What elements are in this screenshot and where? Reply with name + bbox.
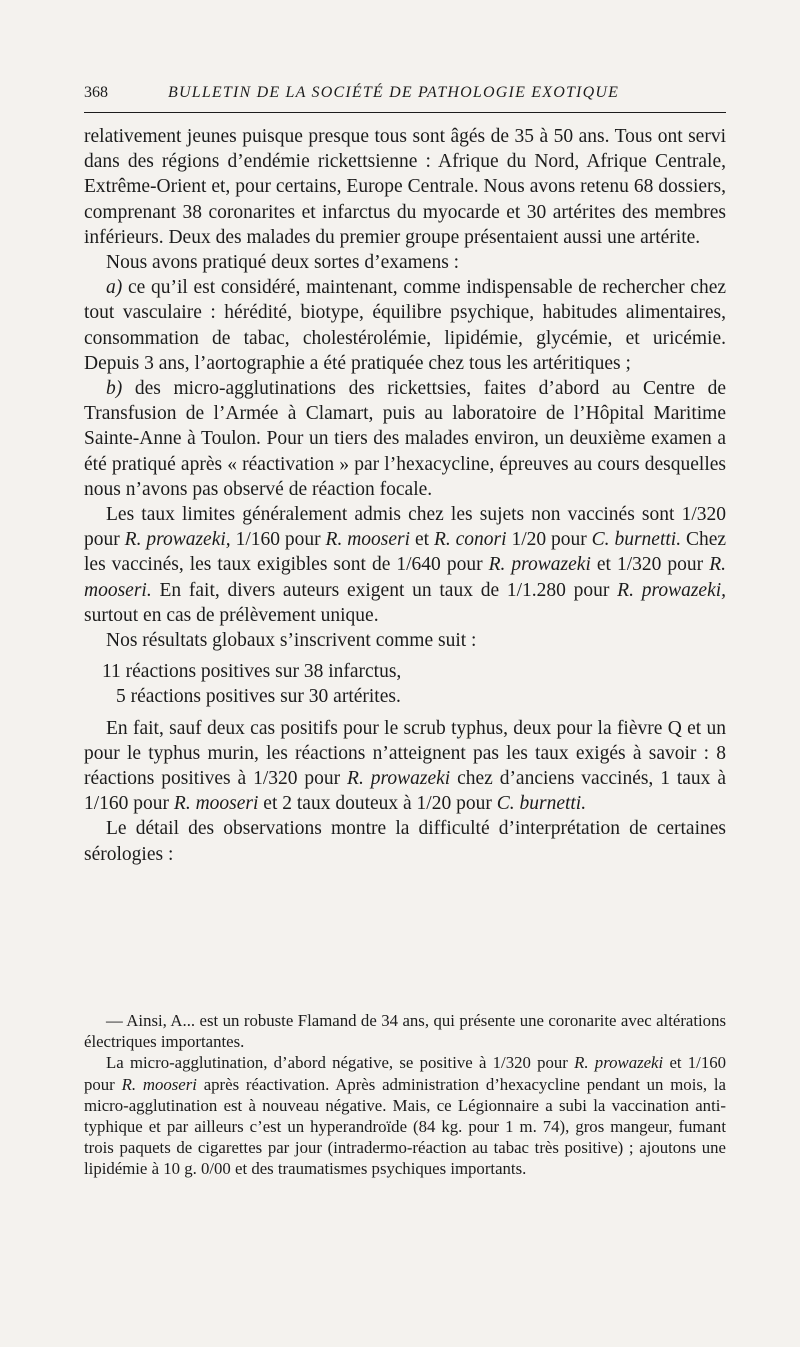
- paragraph-results-detail: En fait, sauf deux cas positifs pour le scrub typhus, deux pour la fièvre Q et un pour le typhus murin, les réactions n’atteignent pas les taux exigés à savoir : 8 réactions positives à 1/320 pour R. prowazeki chez d’anciens vaccinés, 1 taux à 1/160 pour R. mooseri et 2 taux douteux à 1/20 pour C. burnetti.: [84, 717, 726, 815]
- paragraph-exam-a: a) ce qu’il est considéré, maintenant, comme indispensable de rechercher chez tout vasculaire : hérédité, biotype, équilibre psychique, habitudes alimentaires, consommation de tabac, cholestérolémie, lipidémie, glycémie, et uricémie. Depuis 3 ans, l’aortographie a été pratiquée chez tous les artéritiques ;: [84, 277, 727, 374]
- page-number: 368: [84, 84, 108, 101]
- paragraph-intro: relativement jeunes puisque presque tous sont âgés de 35 à 50 ans. Tous ont servi dans des régions d’endémie rickettsienne : Afrique du Nord, Afrique Centrale, Extrême-Orient et, pour certains, Europe Centrale. Nous avons retenu 68 dossiers, comprenant 38 coronarites et infarctus du myocarde et 30 artérites des membres inférieurs. Deux des malades du premier groupe présentaient aussi une artérite.: [84, 126, 726, 248]
- list-label-b: b): [106, 378, 123, 400]
- result-arterites: 5 réactions positives sur 30 artérites.: [116, 686, 401, 708]
- case-note-intro: — Ainsi, A... est un robuste Flamand de 34 ans, qui présente une coronarite avec altérations électriques importantes.: [84, 1011, 726, 1052]
- header-rule: [84, 112, 726, 113]
- journal-title: BULLETIN DE LA SOCIÉTÉ DE PATHOLOGIE EXOTIQUE: [168, 84, 620, 101]
- paragraph-results-intro: Nos résultats globaux s’inscrivent comme suit :: [106, 630, 477, 652]
- running-header: [84, 82, 726, 108]
- list-label-a: a): [106, 277, 123, 299]
- paragraph-exams: Nous avons pratiqué deux sortes d’examens :: [106, 252, 460, 274]
- case-note-detail: La micro-agglutination, d’abord négative, se positive à 1/320 pour R. prowazeki et 1/160 pour R. mooseri après réactivation. Après administration d’hexacycline pendant un mois, la micro-agglutination est à nouveau négative. Mais, ce Légionnaire a subi la vaccination anti-typhique et par ailleurs c’est un hyperandroïde (84 kg. pour 1 m. 74), gros mangeur, fumant trois paquets de cigarettes par jour (intradermo-réaction au tabac très positive) ; ajoutons une lipidémie à 10 g. 0/00 et des traumatismes psychiques importants.: [84, 1053, 727, 1179]
- paragraph-observations: Le détail des observations montre la difficulté d’interprétation de certaines sérologies :: [84, 818, 726, 865]
- paragraph-exam-b: b) des micro-agglutinations des rickettsies, faites d’abord au Centre de Transfusion de l’Armée à Clamart, puis au laboratoire de l’Hôpital Maritime Sainte-Anne à Toulon. Pour un tiers des malades environ, un deuxième examen a été pratiqué après « réactivation » par l’hexacycline, épreuves au cours desquelles nous n’avons pas observé de réaction focale.: [84, 378, 727, 500]
- article-body: [84, 124, 726, 867]
- paragraph-thresholds: Les taux limites généralement admis chez les sujets non vaccinés sont 1/320 pour R. prowazeki, 1/160 pour R. mooseri et R. conori 1/20 pour C. burnetti. Chez les vaccinés, les taux exigibles sont de 1/640 pour R. prowazeki et 1/320 pour R. mooseri. En fait, divers auteurs exigent un taux de 1/1.280 pour R. prowazeki, surtout en cas de prélèvement unique.: [84, 504, 727, 626]
- result-infarctus: 11 réactions positives sur 38 infarctus,: [102, 661, 402, 683]
- case-note: [84, 1010, 726, 1180]
